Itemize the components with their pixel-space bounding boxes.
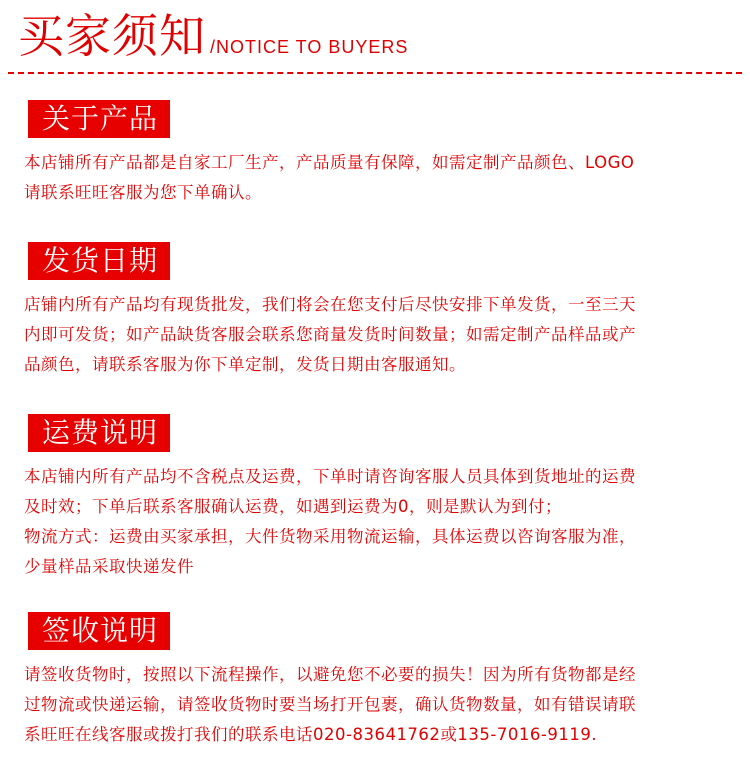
page-subtitle: /NOTICE TO BUYERS	[210, 37, 409, 57]
body-line: 物流方式：运费由买家承担，大件货物采用物流运输，具体运费以咨询客服为准，	[24, 527, 636, 546]
body-line: 及时效；下单后联系客服确认运费，如遇到运费为0，则是默认为到付；	[24, 497, 562, 516]
body-line: 少量样品采取快递发件	[24, 557, 194, 576]
section-body	[24, 290, 740, 380]
section-title-badge: 运费说明	[28, 414, 170, 452]
section-shipping-date	[24, 242, 740, 380]
body-line: 过物流或快递运输，请签收货物时要当场打开包裹，确认货物数量，如有错误请联	[24, 695, 636, 714]
body-line: 店铺内所有产品均有现货批发，我们将会在您支付后尽快安排下单发货，一至三天	[24, 295, 636, 314]
body-line: 请联系旺旺客服为您下单确认。	[24, 183, 262, 202]
section-body	[24, 148, 740, 208]
body-line: 系旺旺在线客服或拨打我们的联系电话020-83641762或135-7016-9119.	[24, 725, 598, 744]
section-body	[24, 660, 740, 750]
body-line: 品颜色，请联系客服为你下单定制，发货日期由客服通知。	[24, 355, 466, 374]
section-about-product	[24, 100, 740, 208]
section-title-badge: 发货日期	[28, 242, 170, 280]
section-body	[24, 462, 740, 582]
page-header	[18, 8, 408, 64]
section-shipping-fee	[24, 414, 740, 582]
page-title: 买家须知	[18, 9, 206, 63]
section-title-badge: 签收说明	[28, 612, 170, 650]
header-divider	[8, 72, 742, 74]
section-title-badge: 关于产品	[28, 100, 170, 138]
section-receipt	[24, 612, 740, 750]
body-line: 请签收货物时，按照以下流程操作，以避免您不必要的损失！因为所有货物都是经	[24, 665, 636, 684]
body-line: 本店铺所有产品都是自家工厂生产，产品质量有保障，如需定制产品颜色、LOGO	[24, 153, 635, 172]
body-line: 内即可发货；如产品缺货客服会联系您商量发货时间数量；如需定制产品样品或产	[24, 325, 636, 344]
body-line: 本店铺内所有产品均不含税点及运费，下单时请咨询客服人员具体到货地址的运费	[24, 467, 636, 486]
